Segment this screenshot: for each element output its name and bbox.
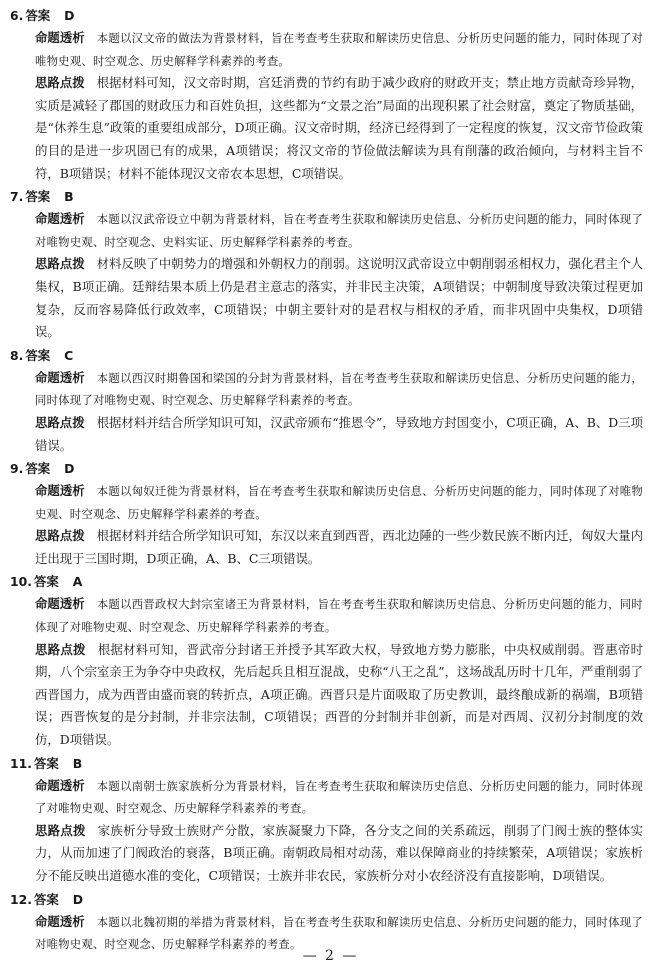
answer-page [0, 4, 661, 956]
question-12 [0, 888, 661, 956]
answer-line [0, 344, 661, 367]
answer-line [0, 888, 661, 911]
intro-text: 本题以匈奴迁徙为背景材料，旨在考查考生获取和解读历史信息、分析历史问题的能力，同时体现了对唯物史观、时空观念、历史解释学科素养的考查。 [35, 484, 644, 521]
question-number: 6. [10, 8, 24, 23]
analysis-section [0, 820, 661, 888]
answer-line [0, 570, 661, 593]
analysis-text: 根据材料可知，晋武帝分封诸王并授予其军政大权，导致地方势力膨胀，中央权威削弱。晋惠帝时期，八个宗室亲王为争夺中央政权，先后起兵且相互混战，史称“八王之乱”，这场战乱历时十几年，严重削弱了西晋国力，成为西晋由盛而衰的转折点，A项正确。西晋只是片面吸取了历史教训，最终酿成新的祸端，B项错误；西晋恢复的是分封制，并非宗法制，C项错误；西晋的分封制并非创新，而是对西周、汉初分封制度的效仿，D项错误。 [35, 641, 644, 748]
question-9 [0, 457, 661, 570]
analysis-section [0, 412, 661, 457]
answer-line [0, 4, 661, 27]
analysis-heading: 思路点拨 [35, 256, 85, 272]
analysis-text: 根据材料可知，汉文帝时期，宫廷消费的节约有助于减少政府的财政开支；禁止地方贡献奇珍异物，实质是减轻了郡国的财政压力和百姓负担，这些都为“文景之治”局面的出现积累了社会财富，奠定了物质基础，是“休养生息”政策的重要组成部分，D项正确。汉文帝时期，经济已经得到了一定程度的恢复，汉文帝节俭政策的目的是进一步巩固已有的成果，A项错误；将汉文帝的节俭做法解读为具有削藩的政治倾向，与材料主旨不符，B项错误；材料不能体现汉文帝农本思想，C项错误。 [35, 75, 644, 181]
intro-text: 本题以汉武帝设立中朝为背景材料，旨在考查考生获取和解读历史信息、分析历史问题的能力，同时体现了对唯物史观、时空观念、史料实证、历史解释学科素养的考查。 [35, 212, 644, 249]
intro-heading: 命题透析 [35, 596, 85, 612]
answer-line [0, 457, 661, 480]
intro-heading: 命题透析 [35, 369, 85, 385]
answer-label: 答案 [25, 189, 51, 205]
analysis-heading: 思路点拨 [35, 75, 85, 91]
analysis-heading: 思路点拨 [35, 822, 86, 838]
analysis-text: 根据材料并结合所学知识可知，汉武帝颁布“推恩令”，导致地方封国变小，C项正确，A、B、D三项错误。 [35, 414, 644, 453]
answer-label: 答案 [25, 8, 51, 23]
intro-text: 本题以西汉时期鲁国和梁国的分封为背景材料，旨在考查考生获取和解读历史信息、分析历史问题的能力，同时体现了对唯物史观、时空观念、历史解释学科素养的考查。 [35, 370, 644, 408]
question-number: 8. [10, 347, 24, 363]
answer-label: 答案 [33, 755, 59, 771]
answer-letter: D [72, 891, 84, 907]
page-number: — 2 — [302, 948, 359, 964]
answer-letter: B [64, 189, 74, 205]
analysis-heading: 思路点拨 [35, 414, 85, 430]
question-number: 12. [10, 891, 32, 907]
intro-heading: 命题透析 [35, 211, 85, 227]
analysis-section [0, 72, 661, 185]
intro-section [0, 775, 661, 820]
answer-letter: A [72, 574, 83, 590]
question-6 [0, 4, 661, 185]
answer-letter: D [64, 8, 75, 23]
intro-text: 本题以汉文帝的做法为背景材料，旨在考查考生获取和解读历史信息、分析历史问题的能力，同时体现了对唯物史观、时空观念、历史解释学科素养的考查。 [35, 31, 644, 68]
question-10 [0, 570, 661, 751]
intro-section [0, 480, 661, 525]
analysis-text: 家族析分导致士族财产分散，家族凝聚力下降，各分支之间的关系疏远，削弱了门阀士族的整体实力，从而加速了门阀政治的衰落，B项正确。南朝政局相对动荡，难以保障商业的持续繁荣，A项错误；家族析分不能反映出道德水准的变化，C项错误；士族并非农民，家族析分对小农经济没有直接影响，D项错误。 [35, 822, 644, 883]
answer-label: 答案 [33, 891, 59, 907]
analysis-heading: 思路点拨 [35, 641, 86, 657]
answer-line [0, 752, 661, 775]
intro-heading: 命题透析 [35, 483, 85, 499]
analysis-heading: 思路点拨 [35, 528, 85, 544]
analysis-section [0, 253, 661, 343]
question-7 [0, 185, 661, 344]
intro-section [0, 593, 661, 638]
intro-text: 本题以北魏初期的举措为背景材料，旨在考查考生获取和解读历史信息、分析历史问题的能力，同时体现了对唯物史观、时空观念、历史解释学科素养的考查。 [35, 914, 644, 952]
intro-section [0, 208, 661, 253]
analysis-text: 根据材料并结合所学知识可知，东汉以来直到西晋，西北边陲的一些少数民族不断内迁，匈奴大量内迁出现于三国时期，D项正确，A、B、C三项错误。 [35, 528, 644, 566]
question-number: 7. [10, 189, 24, 205]
question-11 [0, 752, 661, 888]
intro-text: 本题以西晋政权大封宗室诸王为背景材料，旨在考查考生获取和解读历史信息、分析历史问题的能力，同时体现了对唯物史观、时空观念、历史解释学科素养的考查。 [35, 597, 644, 635]
answer-label: 答案 [33, 574, 59, 590]
intro-heading: 命题透析 [35, 30, 85, 45]
question-number: 11. [10, 755, 32, 771]
answer-letter: C [64, 347, 74, 363]
intro-heading: 命题透析 [35, 777, 85, 793]
answer-letter: D [64, 461, 75, 477]
answer-label: 答案 [25, 461, 51, 477]
intro-text: 本题以南朝士族家族析分为背景材料，旨在考查考生获取和解读历史信息、分析历史问题的能力，同时体现了对唯物史观、时空观念、历史解释学科素养的考查。 [35, 778, 644, 816]
question-8 [0, 344, 661, 457]
analysis-text: 材料反映了中朝势力的增强和外朝权力的削弱。这说明汉武帝设立中朝削弱丞相权力，强化君主个人集权，B项正确。廷辩结果本质上仍是君主意志的落实，并非民主决策，A项错误；中朝制度导致决策过程更加复杂，反而容易降低行政效率，C项错误；中朝主要针对的是君权与相权的矛盾，而非巩固中央集权，D项错误。 [35, 256, 644, 340]
question-number: 10. [10, 574, 32, 590]
question-number: 9. [10, 461, 24, 477]
intro-heading: 命题透析 [35, 913, 85, 929]
analysis-section [0, 639, 661, 752]
answer-label: 答案 [25, 347, 51, 363]
answer-letter: B [72, 755, 83, 771]
analysis-section [0, 525, 661, 570]
intro-section [0, 367, 661, 412]
intro-section [0, 27, 661, 72]
answer-line [0, 185, 661, 208]
